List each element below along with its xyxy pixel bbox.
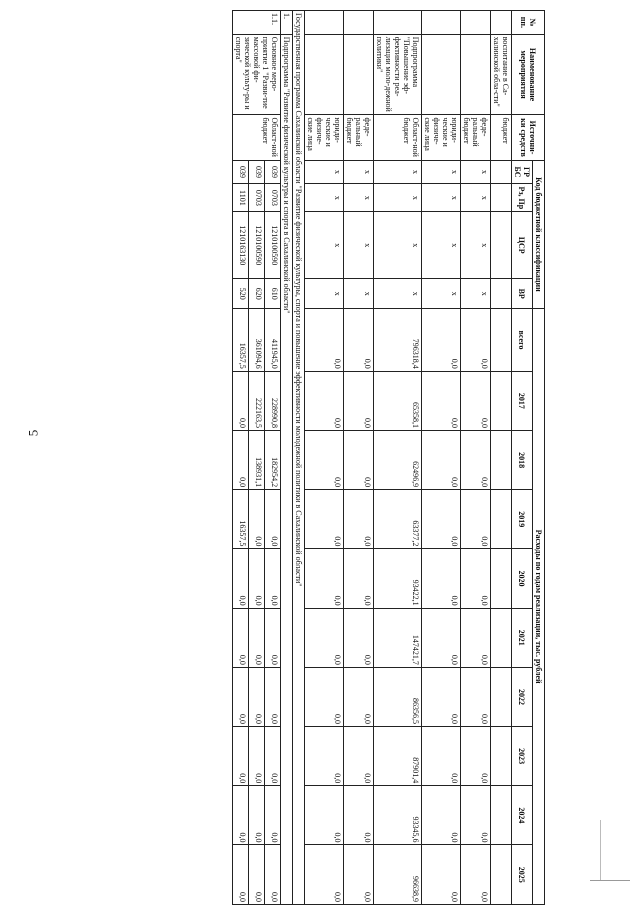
page-number: 5 (25, 429, 41, 437)
row-year-value: 86356,5 (374, 667, 422, 726)
table-row (491, 11, 512, 905)
row-year-value (491, 667, 512, 726)
row-grbs: x (374, 160, 422, 184)
row-year-value: 0,0 (305, 727, 344, 786)
activity-year-value: 0,0 (233, 608, 249, 667)
header-grbs: ГР БС (512, 160, 533, 184)
activity-vr: 610 (265, 279, 281, 309)
activity-year-value: 0,0 (265, 608, 281, 667)
activity-num: 1.1. (233, 11, 281, 35)
activity-year-value: 0,0 (233, 549, 249, 608)
row-name (305, 34, 344, 115)
row-csr: x (305, 212, 344, 279)
row-year-value (491, 549, 512, 608)
row-year-value: 0,0 (344, 490, 374, 549)
row-num (491, 11, 512, 35)
header-num: № пп. (512, 11, 545, 35)
header-name: Наименование мероприятия (512, 34, 545, 115)
subprogram-num: 1. (281, 11, 293, 35)
row-year-value: 0,0 (344, 667, 374, 726)
activity-year-value: 0,0 (249, 608, 265, 667)
gov-program-row (293, 11, 305, 905)
row-total: 0,0 (461, 309, 491, 371)
row-num (374, 11, 422, 35)
row-name (422, 34, 461, 115)
row-year-value (491, 845, 512, 905)
row-year-value: 0,0 (305, 786, 344, 845)
header-csr: ЦСР (512, 212, 533, 279)
activity-year-value: 0,0 (249, 727, 265, 786)
row-year-value: 65358,1 (374, 371, 422, 430)
row-vr: x (374, 279, 422, 309)
row-year-value: 0,0 (305, 667, 344, 726)
row-year-value: 0,0 (422, 727, 461, 786)
row-year-value: 0,0 (461, 727, 491, 786)
header-vr: ВР (512, 279, 533, 309)
row-csr (491, 212, 512, 279)
row-rzpr: x (374, 184, 422, 212)
activity-year-value: 0,0 (233, 727, 249, 786)
pen-mark (600, 820, 601, 880)
row-source: Област-ной бюджет (374, 115, 422, 160)
budget-table (232, 10, 545, 905)
row-year-value (491, 490, 512, 549)
activity-csr: 1210100590 (265, 212, 281, 279)
activity-grbs: 039 (265, 160, 281, 184)
row-year-value: 93345,6 (374, 786, 422, 845)
row-year-value: 0,0 (344, 549, 374, 608)
gov-program-text: Государственная программа Сахалинской области "Развитие физической культуры, спорта и повышение эффективности молодежной политики в Сахалинской области" (293, 11, 305, 905)
row-vr (491, 279, 512, 309)
row-year-value (491, 430, 512, 489)
row-year-value: 0,0 (305, 845, 344, 905)
row-total: 0,0 (422, 309, 461, 371)
activity-vr: 620 (249, 279, 265, 309)
row-source: юриди-ческие и физиче-ские лица (422, 115, 461, 160)
activity-row (265, 11, 281, 905)
row-csr: x (374, 212, 422, 279)
row-grbs: x (305, 160, 344, 184)
row-year-value: 0,0 (461, 371, 491, 430)
row-grbs (491, 160, 512, 184)
row-vr: x (461, 279, 491, 309)
header-year: 2025 (512, 845, 533, 905)
header-year: 2021 (512, 608, 533, 667)
activity-rzpr: 1101 (233, 184, 249, 212)
row-total: 0,0 (344, 309, 374, 371)
activity-year-value: 0,0 (249, 667, 265, 726)
activity-total: 16357,5 (233, 309, 249, 371)
row-year-value: 0,0 (461, 490, 491, 549)
activity-year-value: 0,0 (249, 786, 265, 845)
header-year: 2024 (512, 786, 533, 845)
activity-year-value: 0,0 (249, 490, 265, 549)
row-year-value: 0,0 (344, 845, 374, 905)
header-source: Источни-ки средств (512, 115, 545, 160)
row-num (305, 11, 344, 35)
table-row (344, 11, 374, 905)
activity-grbs: 039 (249, 160, 265, 184)
header-year: 2018 (512, 430, 533, 489)
header-year: 2017 (512, 371, 533, 430)
pen-mark (590, 880, 630, 881)
row-year-value: 0,0 (344, 430, 374, 489)
activity-year-value: 0,0 (233, 371, 249, 430)
row-year-value: 0,0 (422, 549, 461, 608)
activity-year-value: 182954,2 (265, 430, 281, 489)
row-rzpr: x (422, 184, 461, 212)
header-total: всего (512, 309, 533, 371)
row-rzpr: x (461, 184, 491, 212)
row-csr: x (461, 212, 491, 279)
row-total: 796318,4 (374, 309, 422, 371)
header-year: 2022 (512, 667, 533, 726)
row-year-value (491, 786, 512, 845)
budget-table-sheet (90, 10, 545, 905)
row-total (491, 309, 512, 371)
activity-year-value: 0,0 (265, 786, 281, 845)
activity-total: 411945,0 (265, 309, 281, 371)
activity-year-value: 0,0 (233, 430, 249, 489)
header-rzpr: Рз, Пр (512, 184, 533, 212)
row-source: бюджет (491, 115, 512, 160)
row-year-value: 0,0 (344, 371, 374, 430)
header-expenses-group: Расходы по годам реализации, тыс. рублей (533, 309, 545, 905)
row-year-value: 0,0 (461, 608, 491, 667)
row-year-value: 0,0 (461, 845, 491, 905)
activity-total: 361094,6 (249, 309, 265, 371)
activity-csr: 1210163130 (233, 212, 249, 279)
table-row (374, 11, 422, 905)
activity-year-value: 0,0 (233, 845, 249, 905)
row-vr: x (422, 279, 461, 309)
row-year-value: 62496,9 (374, 430, 422, 489)
activity-year-value: 222163,5 (249, 371, 265, 430)
row-rzpr (491, 184, 512, 212)
row-name: воспитание в Са-халинской обла-сти" (491, 34, 512, 115)
activity-year-value: 0,0 (265, 549, 281, 608)
row-year-value: 93422,1 (374, 549, 422, 608)
activity-year-value: 228990,8 (265, 371, 281, 430)
activity-csr: 1210100590 (249, 212, 265, 279)
row-vr: x (305, 279, 344, 309)
row-name (344, 34, 374, 115)
row-grbs: x (422, 160, 461, 184)
header-code-group: Код бюджетной классификации (533, 160, 545, 309)
row-vr: x (344, 279, 374, 309)
row-rzpr: x (344, 184, 374, 212)
row-num (344, 11, 374, 35)
activity-year-value: 0,0 (233, 786, 249, 845)
table-row (461, 11, 491, 905)
row-year-value: 0,0 (344, 786, 374, 845)
row-name (461, 34, 491, 115)
row-year-value: 96638,9 (374, 845, 422, 905)
row-year-value: 0,0 (422, 490, 461, 549)
row-grbs: x (344, 160, 374, 184)
row-year-value: 0,0 (461, 430, 491, 489)
row-year-value (491, 727, 512, 786)
row-year-value (491, 371, 512, 430)
row-source: феде-ральный бюджет (344, 115, 374, 160)
subprogram-text: Подпрограмма "Развитие физической культуры и спорта в Сахалинской области" (281, 34, 293, 904)
activity-name: Основное меро-приятие 1 "Разви-тие массовой фи-зической культу-ры и спорта" (233, 34, 281, 115)
row-rzpr: x (305, 184, 344, 212)
activity-year-value: 0,0 (265, 727, 281, 786)
row-year-value: 0,0 (461, 786, 491, 845)
table-row (422, 11, 461, 905)
row-year-value (491, 608, 512, 667)
activity-rzpr: 0703 (265, 184, 281, 212)
activity-year-value: 16357,5 (233, 490, 249, 549)
row-csr: x (422, 212, 461, 279)
row-year-value: 0,0 (305, 371, 344, 430)
row-num (461, 11, 491, 35)
activity-vr: 520 (233, 279, 249, 309)
header-year: 2020 (512, 549, 533, 608)
row-year-value: 0,0 (305, 430, 344, 489)
row-year-value: 0,0 (461, 549, 491, 608)
activity-year-value: 0,0 (249, 845, 265, 905)
row-year-value: 0,0 (461, 667, 491, 726)
row-year-value: 0,0 (305, 490, 344, 549)
row-year-value: 0,0 (344, 608, 374, 667)
row-year-value: 0,0 (422, 608, 461, 667)
row-year-value: 0,0 (344, 727, 374, 786)
row-year-value: 147421,7 (374, 608, 422, 667)
activity-year-value: 0,0 (265, 667, 281, 726)
activity-year-value: 0,0 (233, 667, 249, 726)
row-year-value: 0,0 (422, 371, 461, 430)
row-year-value: 0,0 (305, 549, 344, 608)
row-source: юриди-ческие и физиче-ские лица (305, 115, 344, 160)
activity-rzpr: 0703 (249, 184, 265, 212)
row-year-value: 87901,4 (374, 727, 422, 786)
row-year-value: 0,0 (422, 667, 461, 726)
row-csr: x (344, 212, 374, 279)
activity-year-value: 0,0 (265, 490, 281, 549)
row-source: феде-ральный бюджет (461, 115, 491, 160)
table-row (305, 11, 344, 905)
header-year: 2019 (512, 490, 533, 549)
subprogram-row (281, 11, 293, 905)
activity-year-value: 0,0 (249, 549, 265, 608)
header-year: 2023 (512, 727, 533, 786)
row-num (422, 11, 461, 35)
row-total: 0,0 (305, 309, 344, 371)
row-year-value: 0,0 (422, 430, 461, 489)
row-year-value: 63377,2 (374, 490, 422, 549)
row-year-value: 0,0 (305, 608, 344, 667)
row-year-value: 0,0 (422, 845, 461, 905)
activity-grbs: 039 (233, 160, 249, 184)
activity-year-value: 138931,1 (249, 430, 265, 489)
row-grbs: x (461, 160, 491, 184)
activity-year-value: 0,0 (265, 845, 281, 905)
row-year-value: 0,0 (422, 786, 461, 845)
row-name: Подпрограмма "Повышение эф-фективности реа-лизации моло-дежной политики" (374, 34, 422, 115)
activity-source: Област-ной бюджет (233, 115, 281, 160)
